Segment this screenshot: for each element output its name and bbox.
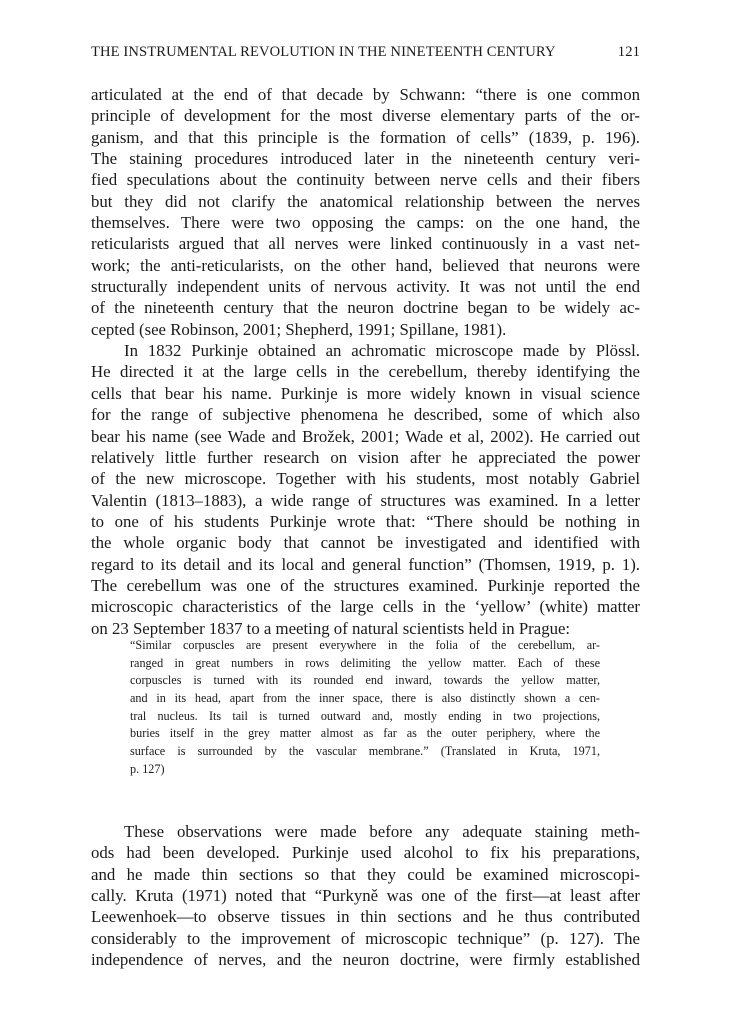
quote-line: ranged in great numbers in rows delimiting the yellow matter. Each of these (130, 655, 600, 670)
paragraph-line: for the range of subjective phenomena he described, some of which also (91, 405, 640, 425)
paragraph-line: the whole organic body that cannot be investigated and identified with (91, 533, 640, 553)
paragraph-line: to one of his students Purkinje wrote that: “There should be nothing in (91, 511, 640, 531)
paragraph-line: cepted (see Robinson, 2001; Shepherd, 1991; Spillane, 1981). (91, 319, 507, 339)
paragraph-line: regard to its detail and its local and general function” (Thomsen, 1919, p. 1). (91, 554, 640, 574)
quote-line: and in its head, apart from the inner space, there is also distinctly shown a cen- (130, 691, 600, 706)
paragraph-line: These observations were made before any adequate staining meth- (124, 822, 640, 841)
paragraph-line: The staining procedures introduced later in the nineteenth century veri- (91, 149, 640, 169)
paragraph-line: principle of development for the most diverse elementary parts of the or- (91, 106, 640, 126)
quote-line: buries itself in the grey matter almost as far as the outer periphery, where the (130, 726, 600, 741)
paragraph-line: considerably to the improvement of microscopic technique” (p. 127). The (91, 928, 640, 948)
paragraph-line: ods had been developed. Purkinje used alcohol to fix his preparations, (91, 843, 640, 863)
paragraph-line: fied speculations about the continuity between nerve cells and their fibers (91, 170, 640, 190)
paragraph-line: In 1832 Purkinje obtained an achromatic microscope made by Plössl. (124, 341, 640, 361)
quote-line: tral nucleus. Its tail is turned outward and, mostly ending in two projections, (130, 708, 600, 723)
body-text (91, 84, 640, 639)
paragraph-line: structurally independent units of nervous activity. It was not until the end (91, 277, 640, 297)
quote-line: “Similar corpuscles are present everywhere in the folia of the cerebellum, ar- (130, 638, 600, 652)
quote-line: p. 127) (130, 761, 165, 776)
paragraph-line: on 23 September 1837 to a meeting of natural scientists held in Prague: (91, 618, 571, 638)
paragraph-line: cells that bear his name. Purkinje is more widely known in visual science (91, 383, 640, 403)
paragraph-line: Valentin (1813–1883), a wide range of structures was examined. In a letter (91, 490, 640, 510)
paragraph-line: of the nineteenth century that the neuron doctrine began to be widely ac- (91, 298, 640, 318)
paragraph-line: reticularists argued that all nerves were linked continuously in a vast net- (91, 234, 640, 254)
paragraph-line: He directed it at the large cells in the cerebellum, thereby identifying the (91, 362, 640, 382)
paragraph-3 (91, 821, 640, 970)
block-quote (130, 637, 600, 779)
paragraph-1 (91, 84, 640, 340)
paragraph-line: of the new microscope. Together with his students, most notably Gabriel (91, 469, 640, 489)
paragraph-line: relatively little further research on vision after he appreciated the power (91, 447, 640, 467)
paragraph-line: articulated at the end of that decade by Schwann: “there is one common (91, 85, 640, 104)
running-head (91, 44, 640, 61)
paragraph-line: themselves. There were two opposing the camps: on the one hand, the (91, 213, 640, 233)
paragraph-line: work; the anti-reticularists, on the other hand, believed that neurons were (91, 255, 640, 275)
paragraph-line: independence of nerves, and the neuron doctrine, were firmly established (91, 950, 640, 970)
paragraph-line: but they did not clarify the anatomical relationship between the nerves (91, 191, 640, 211)
paragraph-line: Leewenhoek—to observe tissues in thin sections and he thus contributed (91, 907, 640, 927)
quote-line: surface is surrounded by the vascular membrane.” (Translated in Kruta, 1971, (130, 744, 600, 759)
paragraph-line: ganism, and that this principle is the formation of cells” (1839, p. 196). (91, 127, 640, 147)
paragraph-line: and he made thin sections so that they could be examined microscopi- (91, 864, 640, 884)
quote-line: corpuscles is turned with its rounded end inward, towards the yellow matter, (130, 673, 600, 688)
paragraph-line: The cerebellum was one of the structures examined. Purkinje reported the (91, 575, 640, 595)
running-head-title: THE INSTRUMENTAL REVOLUTION IN THE NINETEENTH CENTURY (91, 44, 556, 60)
paragraph-2 (91, 340, 640, 639)
page-number: 121 (617, 44, 640, 60)
paragraph-line: cally. Kruta (1971) noted that “Purkyně was one of the first—at least after (91, 886, 640, 906)
paragraph-line: bear his name (see Wade and Brožek, 2001; Wade et al, 2002). He carried out (91, 426, 640, 446)
paragraph-line: microscopic characteristics of the large cells in the ‘yellow’ (white) matter (91, 597, 640, 617)
